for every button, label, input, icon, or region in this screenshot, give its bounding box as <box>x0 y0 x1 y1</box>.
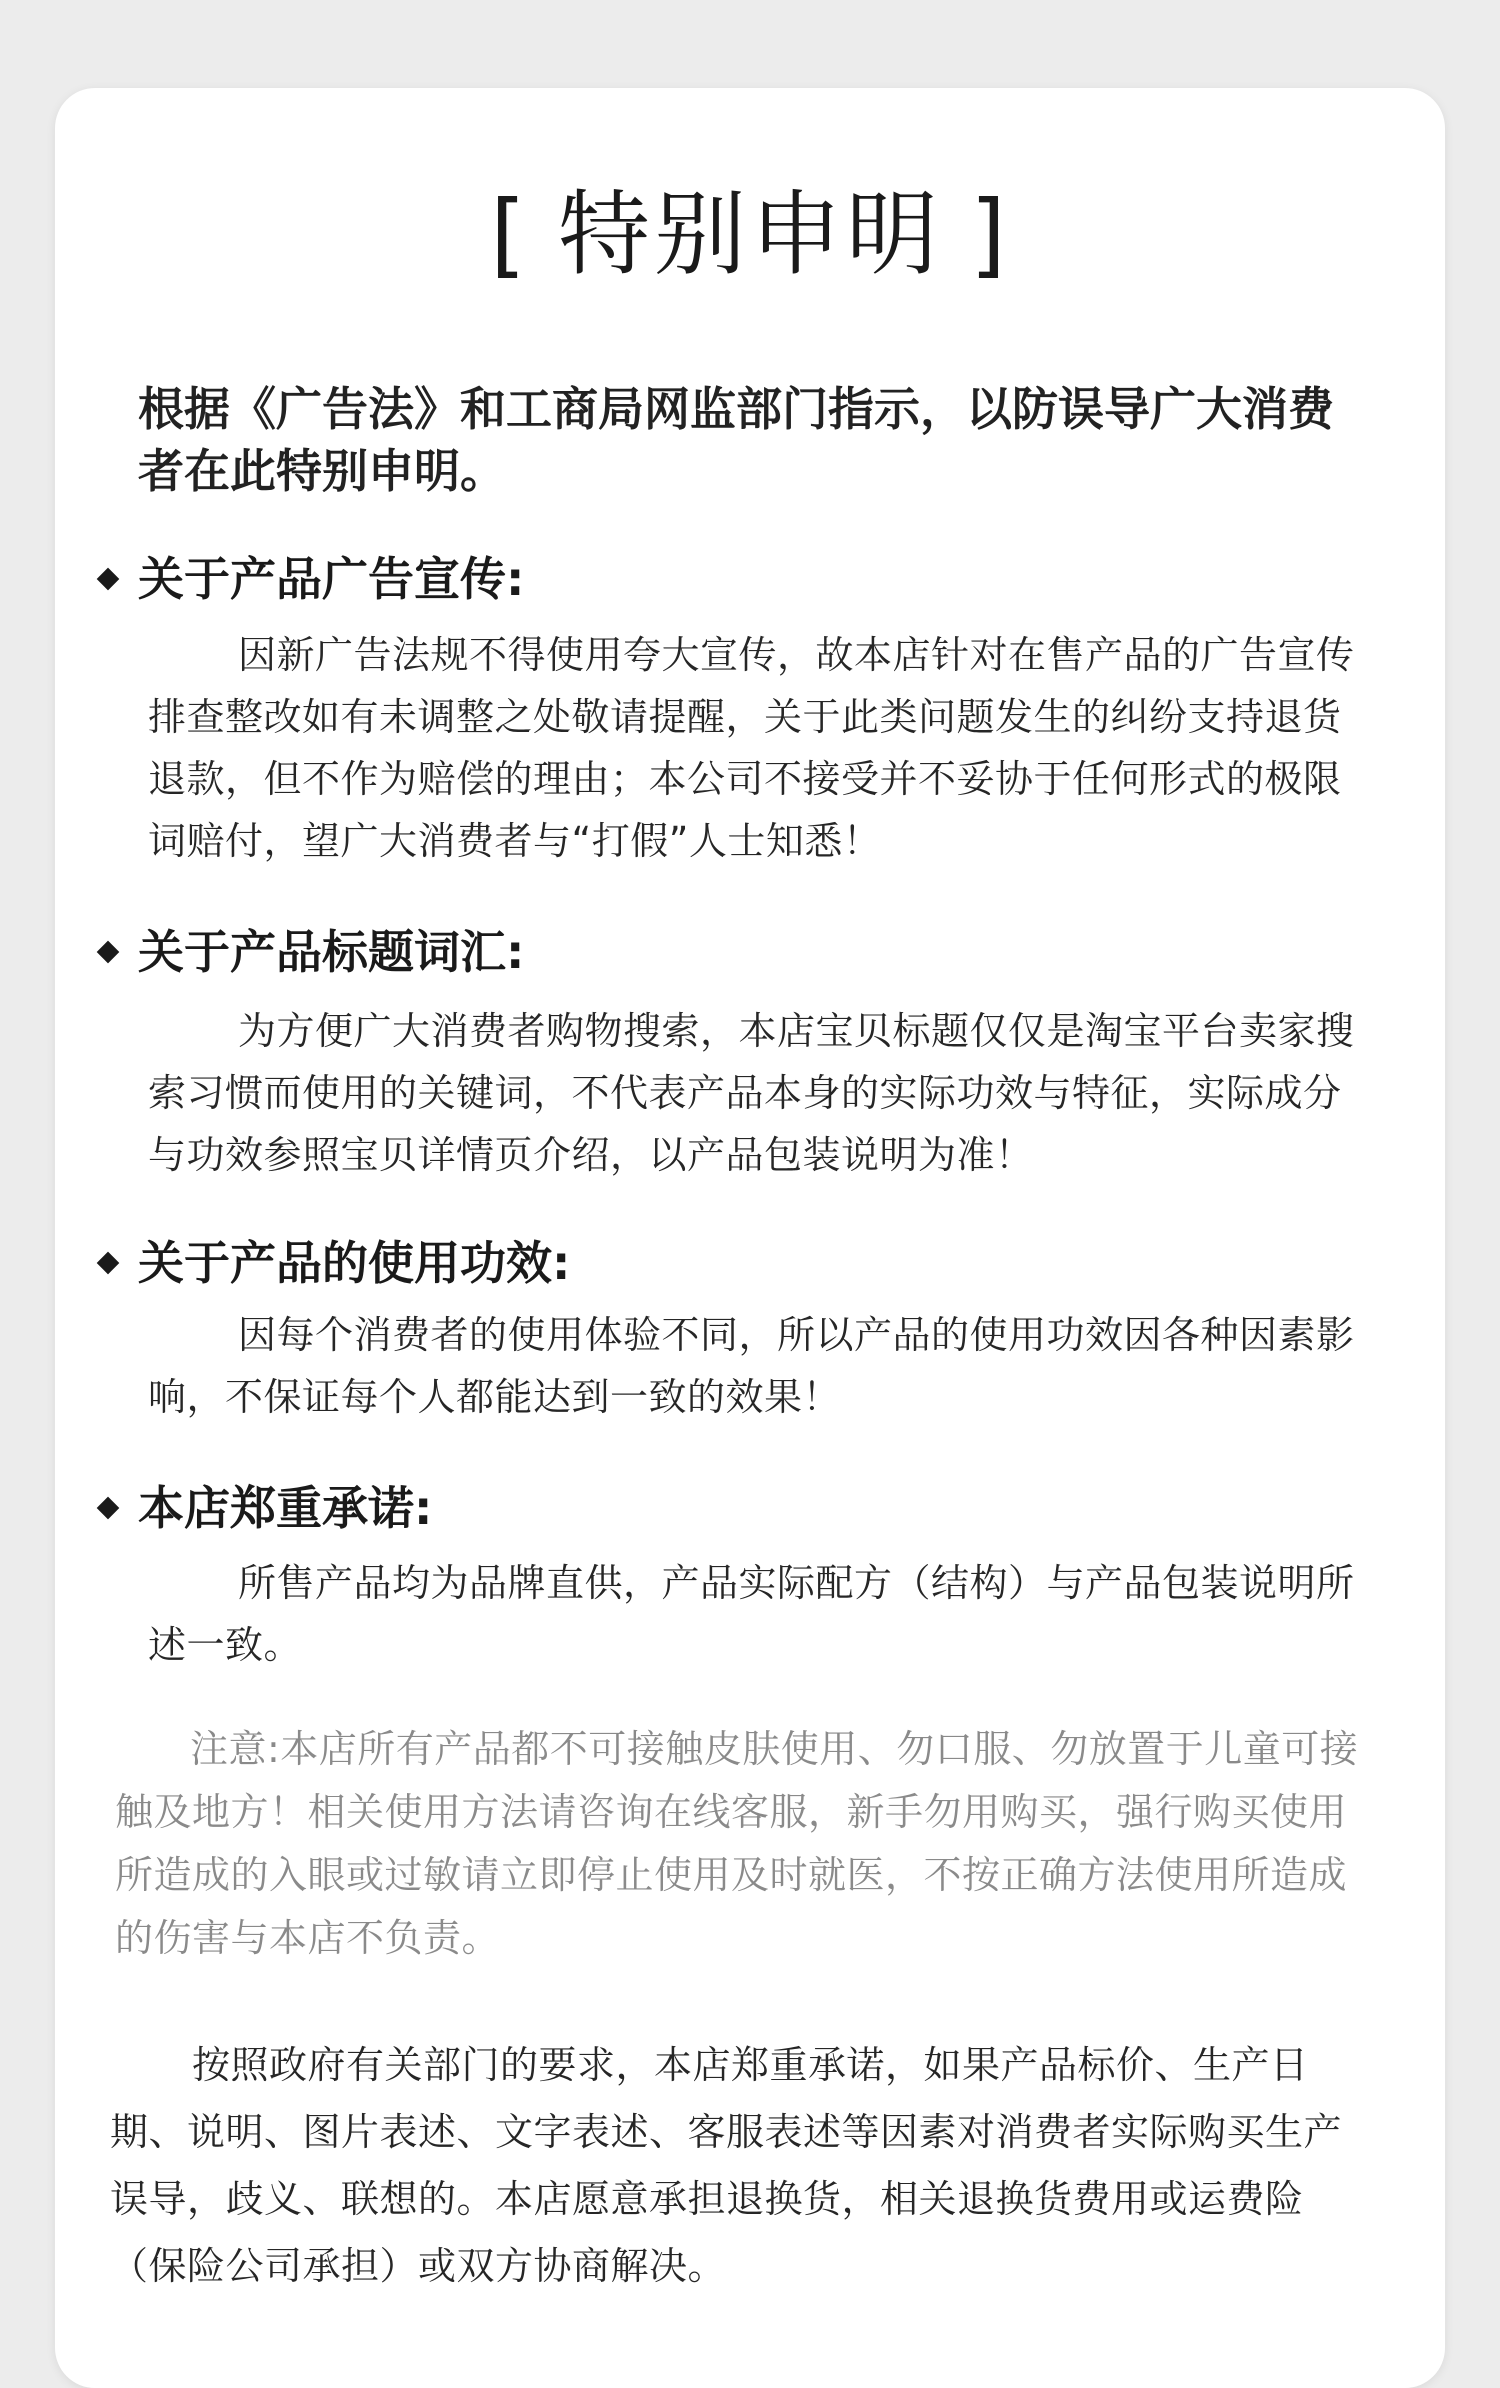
bullet-diamond-icon <box>97 568 120 591</box>
bullet-diamond-icon <box>97 1252 120 1275</box>
section-heading-title-terms <box>100 922 524 982</box>
section-body-efficacy: 因每个消费者的使用体验不同，所以产品的使用功效因各种因素影响，不保证每个人都能达到一致的效果！ <box>148 1313 1355 1419</box>
government-promise: 按照政府有关部门的要求，本店郑重承诺，如果产品标价、生产日期、说明、图片表述、文字表述、客服表述等因素对消费者实际购买生产误导，歧义、联想的。本店愿意承担退换货，相关退换货费用或运费险（保险公司承担）或双方协商解决。 <box>110 2043 1343 2288</box>
section-heading-efficacy <box>100 1233 570 1293</box>
title-left-bracket: [ <box>490 181 530 288</box>
section-body-title-terms: 为方便广大消费者购物搜索，本店宝贝标题仅仅是淘宝平台卖家搜索习惯而使用的关键词，不代表产品本身的实际功效与特征，实际成分与功效参照宝贝详情页介绍，以产品包装说明为准！ <box>148 1009 1355 1177</box>
section-heading-promise <box>100 1478 432 1538</box>
section-heading-label: 关于产品广告宣传: <box>138 552 525 606</box>
section-body-advertising: 因新广告法规不得使用夸大宣传，故本店针对在售产品的广告宣传排查整改如有未调整之处敬请提醒，关于此类问题发生的纠纷支持退货退款，但不作为赔偿的理由；本公司不接受并不妥协于任何形式的极限词赔付，望广大消费者与“打假”人士知悉！ <box>148 633 1355 863</box>
section-heading-label: 本店郑重承诺: <box>138 1481 433 1535</box>
safety-notice: 注意:本店所有产品都不可接触皮肤使用、勿口服、勿放置于儿童可接触及地方！相关使用方法请咨询在线客服，新手勿用购买，强行购买使用所造成的入眼或过敏请立即停止使用及时就医，不按正确方法使用所造成的伤害与本店不负责。 <box>115 1727 1359 1960</box>
title-right-bracket: ] <box>970 181 1010 288</box>
page-title <box>0 180 1500 290</box>
section-heading-advertising <box>100 549 524 609</box>
bullet-diamond-icon <box>97 1497 120 1520</box>
bullet-diamond-icon <box>97 941 120 964</box>
intro-text: 根据《广告法》和工商局网监部门指示，以防误导广大消费者在此特别申明。 <box>138 382 1334 498</box>
section-heading-label: 关于产品标题词汇: <box>138 925 525 979</box>
section-body-promise: 所售产品均为品牌直供，产品实际配方（结构）与产品包装说明所述一致。 <box>148 1561 1355 1667</box>
title-text: 特别申明 <box>557 181 942 288</box>
section-heading-label: 关于产品的使用功效: <box>138 1236 571 1290</box>
